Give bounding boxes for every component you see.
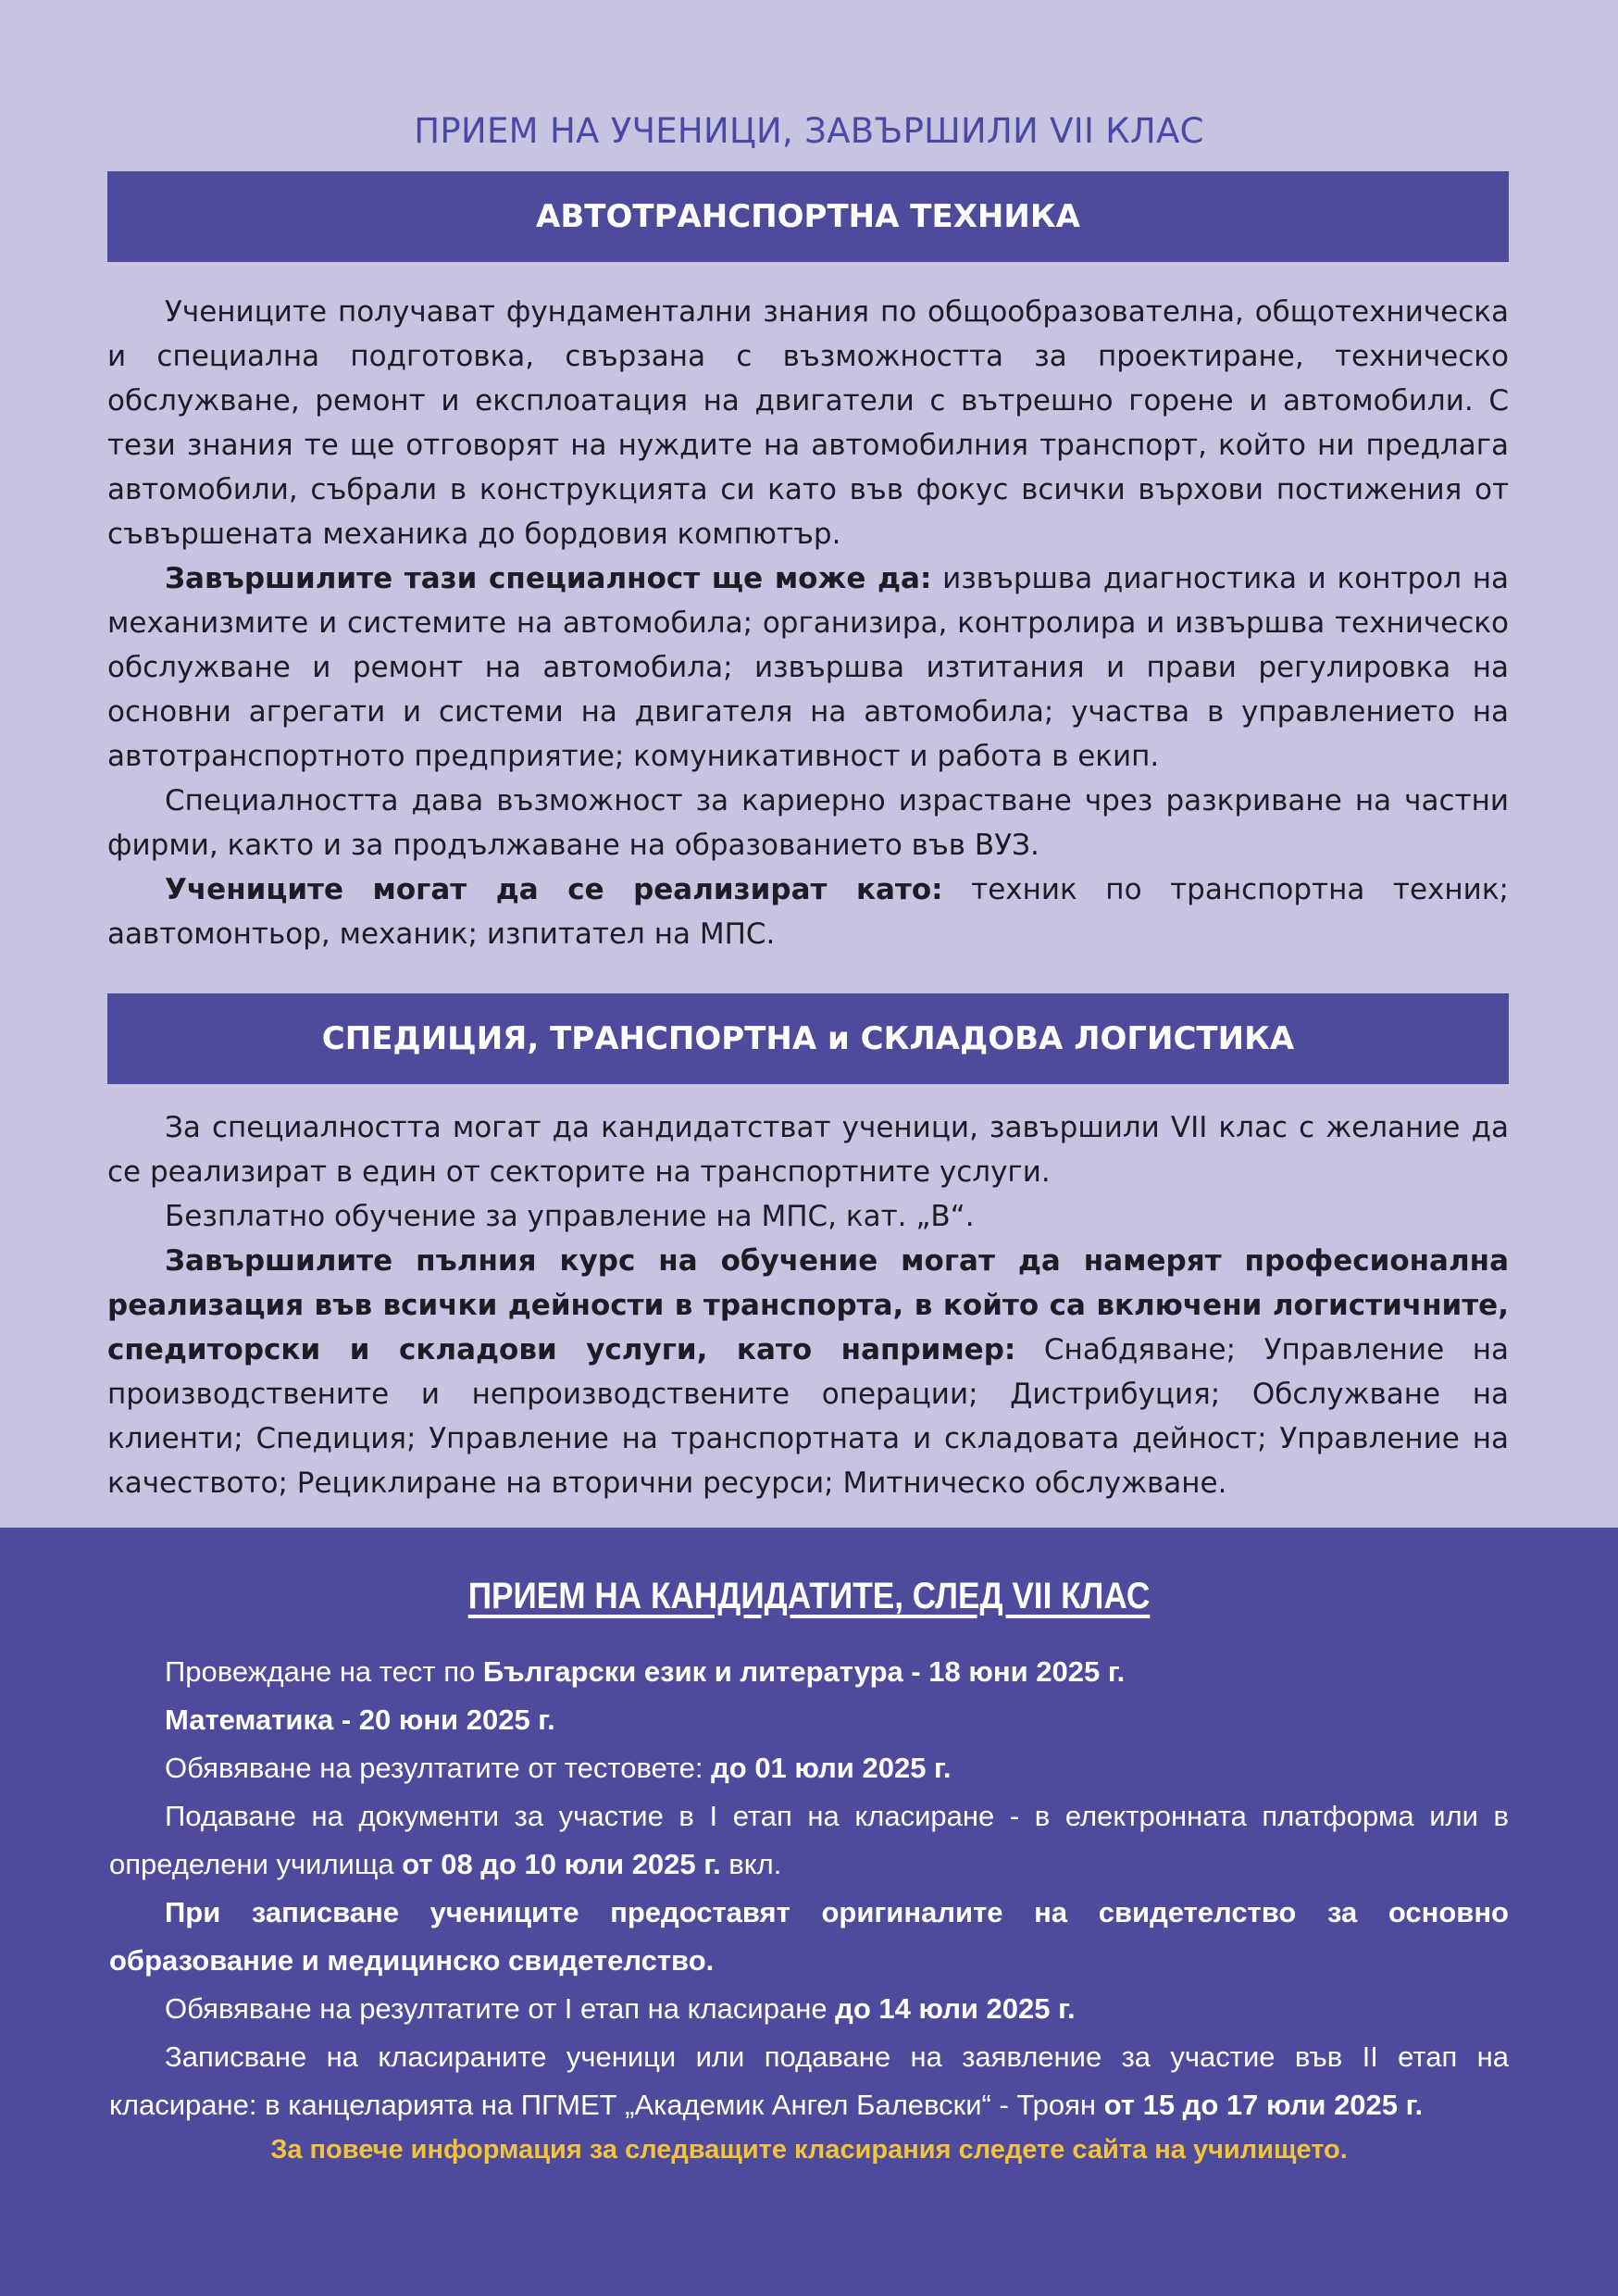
bold-lead: Учениците могат да се реализират като: [165,873,943,906]
paragraph: Учениците получават фундаментални знания по общообразователна, общотехническа и специална подготовка, свързана с възможността за проектиране, техническо обслужване, ремонт и експлоатация на двигатели с вътрешно горене и автомобили. С тези знания те ще отговорят на нуждите на автомобилния транспорт, който ни предлага автомобили, събрали в конструкцията си като във фокус всички върхови постижения от съвършената механика до бордовия компютър. [107,295,1509,551]
schedule-item [109,1696,1509,1744]
schedule-date: до 14 юли 2025 г. [835,1992,1076,2025]
schedule-date: Математика - 20 юни 2025 г. [165,1703,555,1736]
schedule-text: Записване на класираните ученици или подаване на заявление за участие във II етап на класиране: в канцеларията на ПГМЕТ „Академик Ангел Балевски“ - Троян [109,2040,1509,2121]
schedule-date: до 01 юли 2025 г. [711,1752,952,1784]
schedule-date: от 08 до 10 юли 2025 г. [402,1848,721,1880]
admission-title: ПРИЕМ НА КАНДИДАТИТЕ, СЛЕД VII КЛАС [467,1576,1151,1616]
schedule-item [109,2033,1509,2129]
section-heading-logistics [107,993,1509,1084]
schedule-text: Подаване на документи за участие в I етап на класиране - в електронната платформа или в определени училища [109,1800,1509,1880]
schedule-text: Обявяване на резултатите от I етап на класиране [165,1992,836,2025]
admission-panel [0,1528,1618,2296]
schedule-text: вкл. [720,1848,782,1880]
schedule-date: Български език и литература - 18 юни 2025 г. [482,1655,1126,1688]
paragraph-text: извършва диагностика и контрол на механизмите и системите на автомобила; организира, контролира и извършва техническо обслужване и ремонт на автомобила; извършва изтитания и прави регулировка на основни агрегати и системи на двигателя на автомобила; участва в управлението на автотранспортното предприятие; комуникативност и работа в екип. [107,562,1509,773]
bold-lead: Завършилите пълния курс на обучение могат да намерят професионална реализация във всички дейности в транспорта, в който са включени логистичните, спедиторски и складови услуги, като например: [107,1244,1509,1366]
paragraph [107,1239,1509,1505]
bold-lead: Завършилите тази специалност ще може да: [165,562,932,595]
schedule-item [109,1985,1509,2033]
section-heading-label: АВТОТРАНСПОРТНА ТЕХНИКА [536,198,1080,235]
page-title: ПРИЕМ НА УЧЕНИЦИ, ЗАВЪРШИЛИ VII КЛАС [414,111,1204,151]
paragraph [107,556,1509,779]
admission-schedule [109,1648,1509,2129]
section-heading-label: СПЕДИЦИЯ, ТРАНСПОРТНА и СКЛАДОВА ЛОГИСТИКА [321,1020,1295,1057]
schedule-text: Обявяване на резултатите от тестовете: [165,1752,712,1784]
schedule-text: Провеждане на тест по [165,1655,483,1688]
paragraph-text: техник по транспортна техник; аавтомонтьор, механик; изпитател на МПС. [107,873,1509,951]
paragraph: За специалността могат да кандидатстват ученици, завършили VII клас с желание да се реализират в един от секторите на транспортните услуги. [107,1111,1509,1189]
paragraph [107,867,1509,956]
schedule-note: При записване учениците предоставят оригиналите на свидетелство за основно образование и медицинско свидетелство. [109,1896,1509,1977]
paragraph: Специалността дава възможност за кариерно израстване чрез разкриване на частни фирми, както и за продължаване на образованието във ВУЗ. [107,784,1509,862]
section-heading-automotive [107,171,1509,262]
paragraph-text: Снабдяване; Управление на производствените и непроизводствените операции; Дистрибуция; Обслужване на клиенти; Спедиция; Управление на транспортната и складовата дейност; Управление на качеството; Рециклиране на вторични ресурси; Митническо обслужване. [107,1333,1509,1500]
section-body-automotive [107,290,1509,956]
schedule-item [109,1889,1509,1985]
schedule-item [109,1648,1509,1696]
schedule-item [109,1792,1509,1889]
schedule-date: от 15 до 17 юли 2025 г. [1103,2089,1424,2121]
schedule-item [109,1744,1509,1792]
section-body-logistics [107,1105,1509,1505]
paragraph: Безплатно обучение за управление на МПС, кат. „В“. [165,1200,975,1233]
footnote: За повече информация за следващите класирания следете сайта на училището. [270,2135,1348,2165]
